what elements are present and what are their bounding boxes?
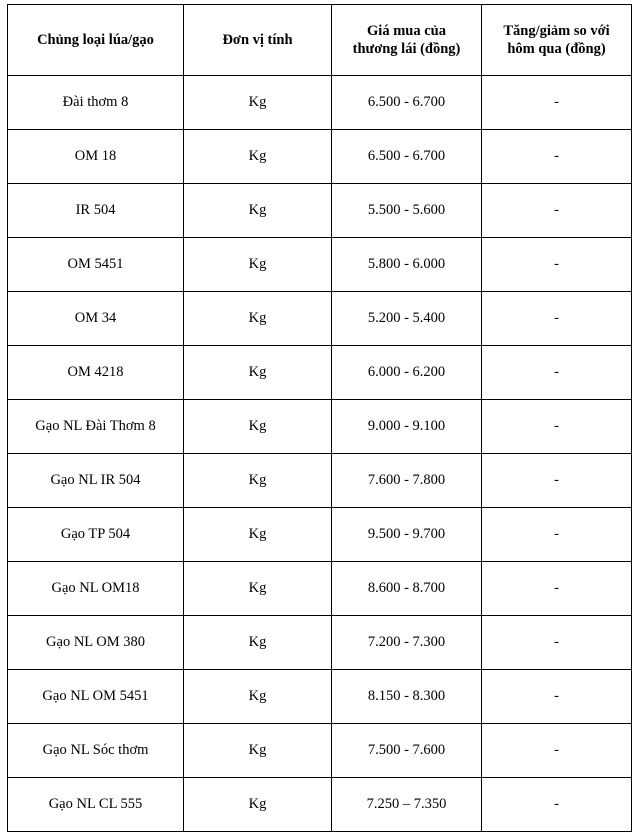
column-header-change [482,5,632,76]
table-row [8,778,632,832]
table-row [8,508,632,562]
cell-change: - [482,724,632,778]
cell-product: Gạo NL CL 555 [8,778,184,832]
cell-unit: Kg [184,130,332,184]
cell-unit: Kg [184,292,332,346]
column-header-price-line-1: Giá mua của [367,22,446,39]
cell-price: 7.500 - 7.600 [332,724,482,778]
cell-change: - [482,76,632,130]
cell-price: 5.500 - 5.600 [332,184,482,238]
column-header-product-line-1: Chủng loại lúa/gạo [37,31,154,48]
cell-price: 9.500 - 9.700 [332,508,482,562]
cell-change: - [482,130,632,184]
cell-price: 8.150 - 8.300 [332,670,482,724]
column-header-unit [184,5,332,76]
table-row [8,670,632,724]
cell-change: - [482,238,632,292]
column-header-change-line-2: hôm qua (đồng) [507,41,606,57]
cell-price: 5.200 - 5.400 [332,292,482,346]
cell-price: 7.600 - 7.800 [332,454,482,508]
table-body [8,76,632,832]
table-row [8,346,632,400]
cell-unit: Kg [184,346,332,400]
cell-product: OM 34 [8,292,184,346]
table-row [8,130,632,184]
cell-unit: Kg [184,508,332,562]
cell-price: 8.600 - 8.700 [332,562,482,616]
column-header-product [8,5,184,76]
cell-product: Gạo TP 504 [8,508,184,562]
column-header-change-line-1: Tăng/giảm so với [503,22,610,39]
table-row [8,616,632,670]
column-header-unit-line-1: Đơn vị tính [222,31,293,48]
table-header [8,5,632,76]
cell-change: - [482,508,632,562]
cell-price: 9.000 - 9.100 [332,400,482,454]
table-row [8,76,632,130]
cell-product: OM 5451 [8,238,184,292]
cell-product: Gạo NL OM 380 [8,616,184,670]
cell-product: Gạo NL OM18 [8,562,184,616]
cell-product: OM 4218 [8,346,184,400]
cell-unit: Kg [184,670,332,724]
cell-change: - [482,292,632,346]
cell-price: 7.200 - 7.300 [332,616,482,670]
table-row [8,724,632,778]
cell-unit: Kg [184,76,332,130]
cell-unit: Kg [184,238,332,292]
cell-unit: Kg [184,454,332,508]
table-row [8,238,632,292]
column-header-price-line-2: thương lái (đồng) [352,41,461,57]
cell-unit: Kg [184,184,332,238]
cell-product: Gạo NL OM 5451 [8,670,184,724]
column-header-price [332,5,482,76]
cell-product: IR 504 [8,184,184,238]
cell-price: 7.250 – 7.350 [332,778,482,832]
table-row [8,400,632,454]
cell-product: Gạo NL IR 504 [8,454,184,508]
table-header-row [8,5,632,76]
cell-change: - [482,616,632,670]
cell-change: - [482,454,632,508]
cell-price: 6.000 - 6.200 [332,346,482,400]
cell-product: Gạo NL Đài Thơm 8 [8,400,184,454]
cell-price: 6.500 - 6.700 [332,76,482,130]
cell-price: 5.800 - 6.000 [332,238,482,292]
cell-product: Gạo NL Sóc thơm [8,724,184,778]
cell-unit: Kg [184,724,332,778]
table-row [8,292,632,346]
table-row [8,562,632,616]
cell-unit: Kg [184,562,332,616]
cell-change: - [482,562,632,616]
cell-change: - [482,670,632,724]
cell-unit: Kg [184,400,332,454]
cell-change: - [482,400,632,454]
cell-change: - [482,778,632,832]
cell-product: OM 18 [8,130,184,184]
table-row [8,454,632,508]
cell-product: Đài thơm 8 [8,76,184,130]
rice-price-table [7,4,632,832]
cell-unit: Kg [184,616,332,670]
cell-change: - [482,184,632,238]
cell-unit: Kg [184,778,332,832]
table-row [8,184,632,238]
cell-price: 6.500 - 6.700 [332,130,482,184]
cell-change: - [482,346,632,400]
